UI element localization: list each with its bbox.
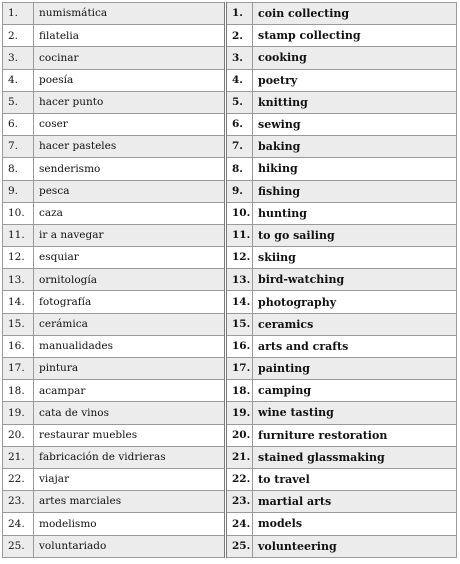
english-number-cell: 13. — [226, 269, 253, 291]
english-term-cell: bird-watching — [253, 269, 457, 291]
english-term-cell: ceramics — [253, 313, 457, 335]
spanish-number-cell: 25. — [3, 535, 34, 557]
spanish-term-cell: filatelia — [34, 25, 226, 47]
english-term-cell: cooking — [253, 47, 457, 69]
spanish-number-cell: 23. — [3, 491, 34, 513]
spanish-term-cell: modelismo — [34, 513, 226, 535]
spanish-term-cell: fotografía — [34, 291, 226, 313]
spanish-term-cell: caza — [34, 202, 226, 224]
english-term-cell: skiing — [253, 247, 457, 269]
english-term-cell: arts and crafts — [253, 335, 457, 357]
spanish-number-cell: 18. — [3, 380, 34, 402]
spanish-term-cell: hacer punto — [34, 91, 226, 113]
english-term-cell: stained glassmaking — [253, 446, 457, 468]
english-term-cell: volunteering — [253, 535, 457, 557]
english-term-cell: wine tasting — [253, 402, 457, 424]
table-row — [3, 47, 457, 69]
spanish-number-cell: 21. — [3, 446, 34, 468]
english-number-cell: 16. — [226, 335, 253, 357]
spanish-term-cell: hacer pasteles — [34, 136, 226, 158]
spanish-term-cell: ir a navegar — [34, 224, 226, 246]
spanish-number-cell: 6. — [3, 113, 34, 135]
spanish-term-cell: viajar — [34, 468, 226, 490]
english-term-cell: martial arts — [253, 491, 457, 513]
english-number-cell: 22. — [226, 468, 253, 490]
english-number-cell: 6. — [226, 113, 253, 135]
vocabulary-table — [2, 2, 457, 558]
spanish-term-cell: poesía — [34, 69, 226, 91]
english-number-cell: 8. — [226, 158, 253, 180]
spanish-number-cell: 4. — [3, 69, 34, 91]
table-row — [3, 402, 457, 424]
table-row — [3, 202, 457, 224]
english-number-cell: 17. — [226, 358, 253, 380]
table-row — [3, 180, 457, 202]
spanish-number-cell: 2. — [3, 25, 34, 47]
english-term-cell: stamp collecting — [253, 25, 457, 47]
english-number-cell: 7. — [226, 136, 253, 158]
spanish-number-cell: 3. — [3, 47, 34, 69]
spanish-number-cell: 5. — [3, 91, 34, 113]
english-term-cell: photography — [253, 291, 457, 313]
spanish-term-cell: cocinar — [34, 47, 226, 69]
english-term-cell: sewing — [253, 113, 457, 135]
english-term-cell: camping — [253, 380, 457, 402]
table-row — [3, 291, 457, 313]
english-number-cell: 14. — [226, 291, 253, 313]
table-row — [3, 535, 457, 557]
english-term-cell: knitting — [253, 91, 457, 113]
english-term-cell: models — [253, 513, 457, 535]
english-number-cell: 10. — [226, 202, 253, 224]
table-row — [3, 358, 457, 380]
english-number-cell: 21. — [226, 446, 253, 468]
spanish-term-cell: manualidades — [34, 335, 226, 357]
english-number-cell: 25. — [226, 535, 253, 557]
english-number-cell: 19. — [226, 402, 253, 424]
table-row — [3, 69, 457, 91]
table-row — [3, 424, 457, 446]
spanish-term-cell: ornitología — [34, 269, 226, 291]
english-term-cell: poetry — [253, 69, 457, 91]
spanish-number-cell: 7. — [3, 136, 34, 158]
table-row — [3, 247, 457, 269]
english-number-cell: 18. — [226, 380, 253, 402]
spanish-number-cell: 13. — [3, 269, 34, 291]
spanish-term-cell: esquiar — [34, 247, 226, 269]
table-row — [3, 269, 457, 291]
spanish-number-cell: 19. — [3, 402, 34, 424]
spanish-number-cell: 1. — [3, 3, 34, 25]
spanish-term-cell: voluntariado — [34, 535, 226, 557]
spanish-term-cell: fabricación de vidrieras — [34, 446, 226, 468]
english-term-cell: to travel — [253, 468, 457, 490]
english-term-cell: to go sailing — [253, 224, 457, 246]
english-number-cell: 15. — [226, 313, 253, 335]
spanish-number-cell: 22. — [3, 468, 34, 490]
table-row — [3, 136, 457, 158]
english-number-cell: 12. — [226, 247, 253, 269]
spanish-term-cell: acampar — [34, 380, 226, 402]
table-row — [3, 91, 457, 113]
table-row — [3, 113, 457, 135]
english-term-cell: painting — [253, 358, 457, 380]
english-number-cell: 3. — [226, 47, 253, 69]
english-number-cell: 23. — [226, 491, 253, 513]
english-number-cell: 2. — [226, 25, 253, 47]
table-row — [3, 335, 457, 357]
spanish-number-cell: 20. — [3, 424, 34, 446]
english-term-cell: hunting — [253, 202, 457, 224]
spanish-number-cell: 10. — [3, 202, 34, 224]
english-term-cell: coin collecting — [253, 3, 457, 25]
spanish-term-cell: senderismo — [34, 158, 226, 180]
spanish-term-cell: coser — [34, 113, 226, 135]
table-row — [3, 468, 457, 490]
english-number-cell: 20. — [226, 424, 253, 446]
table-row — [3, 3, 457, 25]
spanish-term-cell: numismática — [34, 3, 226, 25]
spanish-term-cell: pintura — [34, 358, 226, 380]
spanish-number-cell: 14. — [3, 291, 34, 313]
spanish-number-cell: 9. — [3, 180, 34, 202]
english-term-cell: furniture restoration — [253, 424, 457, 446]
vocabulary-table-container — [2, 2, 457, 558]
table-row — [3, 513, 457, 535]
spanish-number-cell: 12. — [3, 247, 34, 269]
spanish-term-cell: pesca — [34, 180, 226, 202]
spanish-number-cell: 8. — [3, 158, 34, 180]
spanish-term-cell: cerámica — [34, 313, 226, 335]
spanish-term-cell: cata de vinos — [34, 402, 226, 424]
spanish-number-cell: 16. — [3, 335, 34, 357]
spanish-number-cell: 17. — [3, 358, 34, 380]
english-number-cell: 4. — [226, 69, 253, 91]
table-row — [3, 313, 457, 335]
table-row — [3, 158, 457, 180]
table-row — [3, 25, 457, 47]
english-number-cell: 5. — [226, 91, 253, 113]
spanish-term-cell: restaurar muebles — [34, 424, 226, 446]
spanish-term-cell: artes marciales — [34, 491, 226, 513]
spanish-number-cell: 24. — [3, 513, 34, 535]
vocabulary-table-body — [3, 3, 457, 558]
english-number-cell: 11. — [226, 224, 253, 246]
english-number-cell: 24. — [226, 513, 253, 535]
table-row — [3, 491, 457, 513]
table-row — [3, 380, 457, 402]
table-row — [3, 224, 457, 246]
table-row — [3, 446, 457, 468]
spanish-number-cell: 11. — [3, 224, 34, 246]
english-term-cell: baking — [253, 136, 457, 158]
english-number-cell: 9. — [226, 180, 253, 202]
english-term-cell: hiking — [253, 158, 457, 180]
english-number-cell: 1. — [226, 3, 253, 25]
spanish-number-cell: 15. — [3, 313, 34, 335]
english-term-cell: fishing — [253, 180, 457, 202]
